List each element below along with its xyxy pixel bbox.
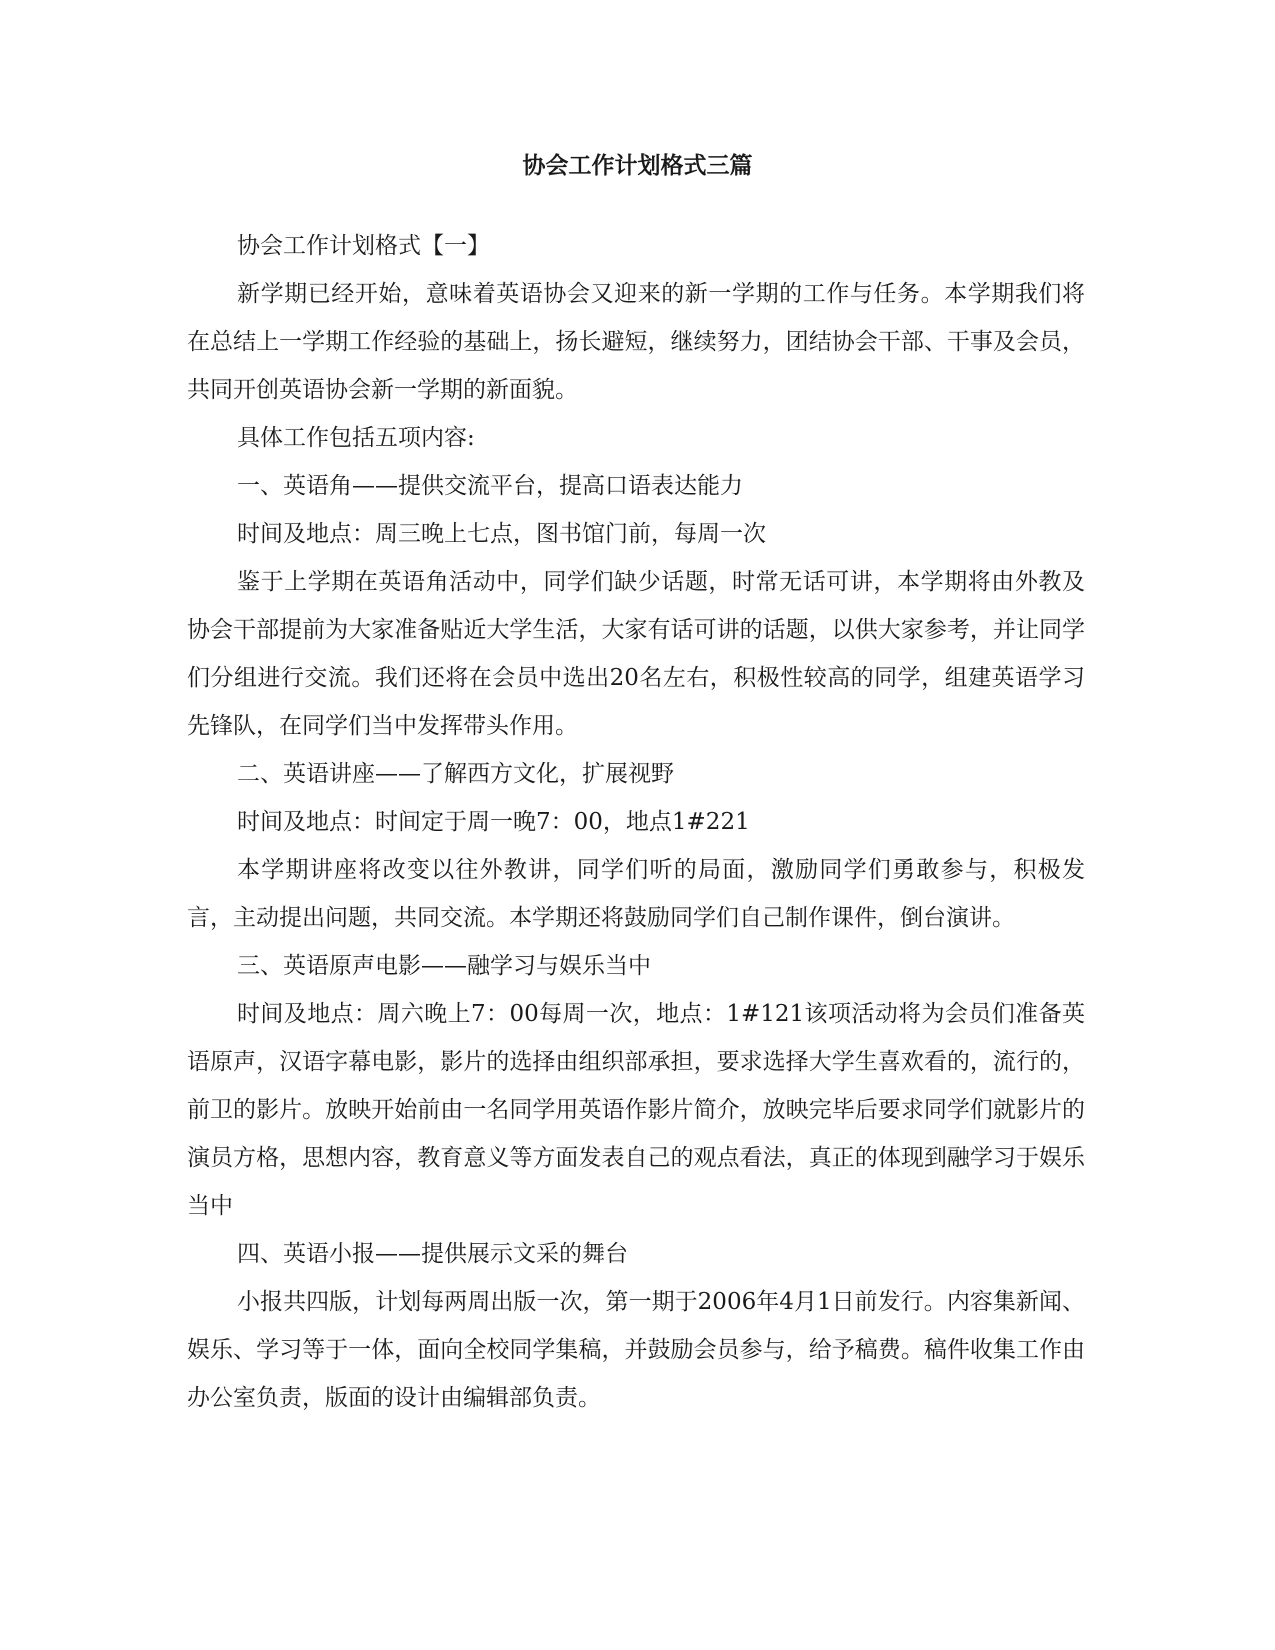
item-description: 鉴于上学期在英语角活动中，同学们缺少话题，时常无话可讲，本学期将由外教及协会干部提前为大家准备贴近大学生活，大家有话可讲的话题，以供大家参考，并让同学们分组进行交流。我们还将在会员中选出20名左右，积极性较高的同学，组建英语学习先锋队，在同学们当中发挥带头作用。 xyxy=(187,569,1085,739)
item-heading-movie: 三、英语原声电影——融学习与娱乐当中 xyxy=(237,953,651,979)
intro-paragraph: 新学期已经开始，意味着英语协会又迎来的新一学期的工作与任务。本学期我们将在总结上一学期工作经验的基础上，扬长避短，继续努力，团结协会干部、干事及会员，共同开创英语协会新一学期的新面貌。 xyxy=(187,281,1085,403)
item-description: 本学期讲座将改变以往外教讲，同学们听的局面，激励同学们勇敢参与，积极发言，主动提出问题，共同交流。本学期还将鼓励同学们自己制作课件，倒台演讲。 xyxy=(187,857,1085,931)
item-heading-lecture: 二、英语讲座——了解西方文化，扩展视野 xyxy=(237,761,674,787)
item-heading-newspaper: 四、英语小报——提供展示文采的舞台 xyxy=(237,1241,628,1267)
document-title: 协会工作计划格式三篇 xyxy=(522,152,753,179)
document-body xyxy=(187,222,1085,1422)
item-description: 时间及地点：周六晚上7：00每周一次，地点：1#121该项活动将为会员们准备英语原声，汉语字幕电影，影片的选择由组织部承担，要求选择大学生喜欢看的，流行的，前卫的影片。放映开始前由一名同学用英语作影片简介，放映完毕后要求同学们就影片的演员方格，思想内容，教育意义等方面发表自己的观点看法，真正的体现到融学习于娱乐当中 xyxy=(187,1001,1085,1219)
item-time-place: 时间及地点：周三晚上七点，图书馆门前，每周一次 xyxy=(237,521,766,547)
item-heading-english-corner: 一、英语角——提供交流平台，提高口语表达能力 xyxy=(237,473,743,499)
overview-line: 具体工作包括五项内容: xyxy=(237,425,475,451)
section-heading-1: 协会工作计划格式【一】 xyxy=(237,233,490,259)
item-description: 小报共四版，计划每两周出版一次，第一期于2006年4月1日前发行。内容集新闻、娱乐、学习等于一体，面向全校同学集稿，并鼓励会员参与，给予稿费。稿件收集工作由办公室负责，版面的设计由编辑部负责。 xyxy=(187,1289,1085,1411)
item-time-place: 时间及地点：时间定于周一晚7：00，地点1#221 xyxy=(237,809,750,835)
